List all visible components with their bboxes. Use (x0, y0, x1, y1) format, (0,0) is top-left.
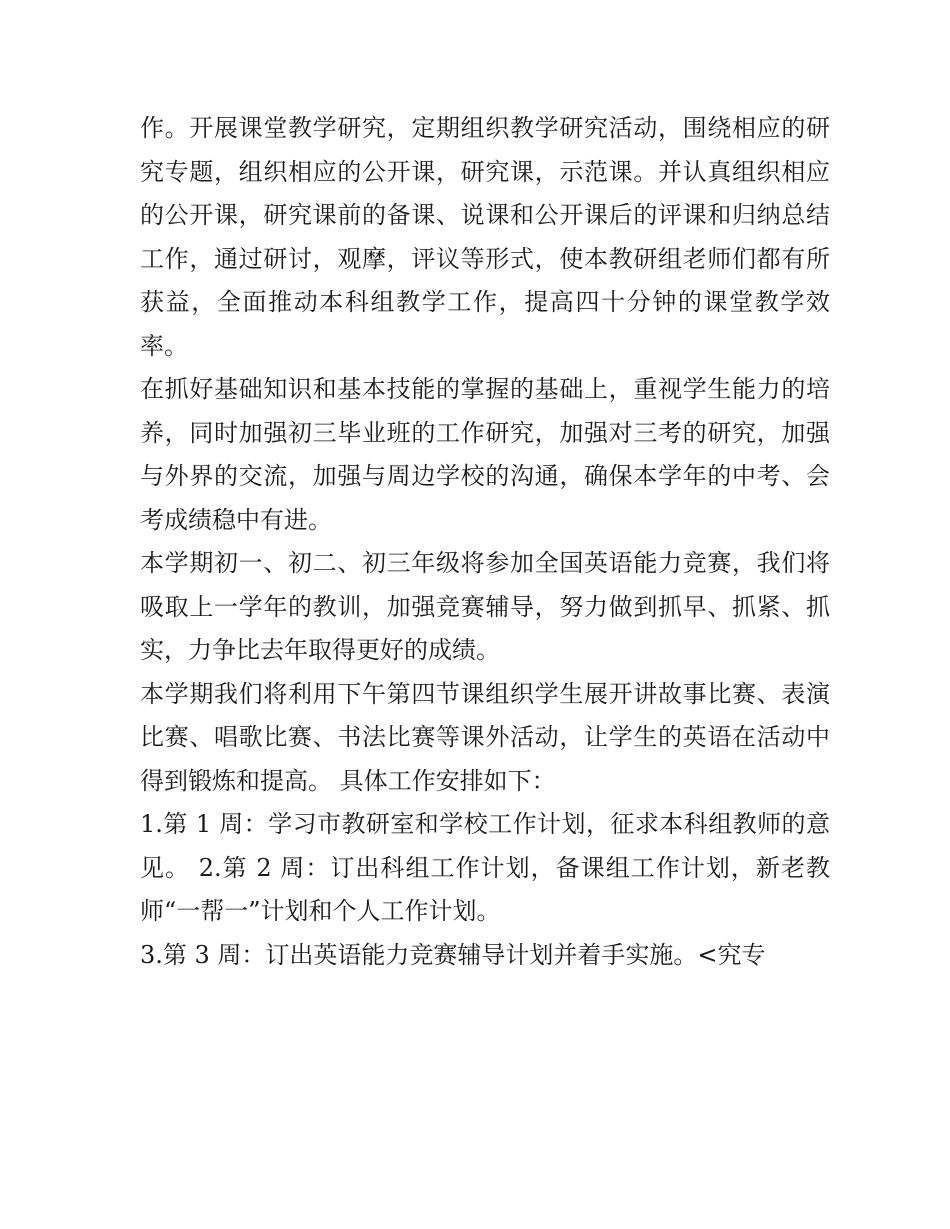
paragraph-week-3-schedule: 3.第 3 周：订出英语能力竞赛辅导计划并着手实施。<究专 (140, 940, 766, 969)
paragraph-extracurricular-activities: 本学期我们将利用下午第四节课组织学生展开讲故事比赛、表演比赛、唱歌比赛、书法比赛等课外活动，让学生的英语在活动中得到锻炼和提高。 具体工作安排如下： (140, 679, 830, 795)
paragraph-basic-skills: 在抓好基础知识和基本技能的掌握的基础上，重视学生能力的培养，同时加强初三毕业班的工作研究，加强对三考的研究，加强与外界的交流，加强与周边学校的沟通，确保本学年的中考、会考成绩稳中有进。 (140, 375, 830, 534)
paragraph-week-1-2-schedule: 1.第 1 周：学习市教研室和学校工作计划，征求本科组教师的意见。 2.第 2 周：订出科组工作计划，备课组工作计划，新老教师“一帮一”计划和个人工作计划。 (140, 810, 830, 925)
paragraph-english-competition: 本学期初一、初二、初三年级将参加全国英语能力竞赛，我们将吸取上一学年的教训，加强竞赛辅导，努力做到抓早、抓紧、抓实，力争比去年取得更好的成绩。 (140, 549, 830, 664)
paragraph-teaching-research: 作。开展课堂教学研究，定期组织教学研究活动，围绕相应的研究专题，组织相应的公开课，研究课，示范课。并认真组织相应的公开课，研究课前的备课、说课和公开课后的评课和归纳总结工作，通过研讨，观摩，评议等形式，使本教研组老师们都有所获益，全面推动本科组教学工作，提高四十分钟的课堂教学效率。 (140, 114, 830, 360)
document-body (140, 107, 830, 977)
